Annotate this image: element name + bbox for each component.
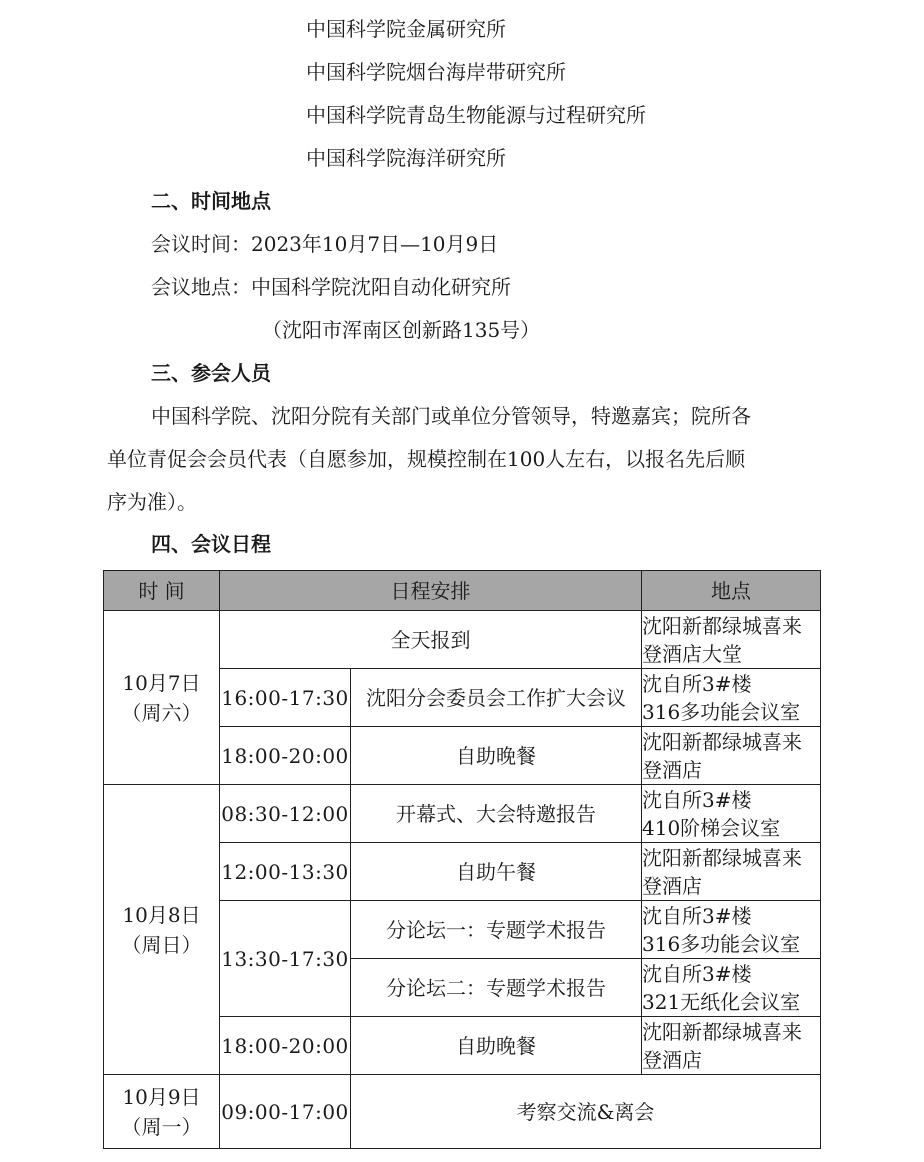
- date: 10月7日: [122, 670, 201, 695]
- location-line: 沈自所3#楼: [642, 787, 752, 812]
- weekday: （周一）: [121, 1114, 202, 1139]
- location-cell: [642, 901, 821, 959]
- header-agenda: 日程安排: [220, 571, 642, 611]
- location-cell: [642, 785, 821, 843]
- date-cell: [104, 785, 220, 1075]
- agenda-cell: 考察交流&离会: [351, 1075, 821, 1149]
- agenda-cell: 沈阳分会委员会工作扩大会议: [351, 669, 642, 727]
- location-cell: [642, 669, 821, 727]
- schedule-table: [103, 570, 821, 1149]
- location-cell: [642, 1017, 821, 1075]
- location-line: 登酒店大堂: [642, 641, 742, 666]
- table-row: [104, 1075, 821, 1149]
- agenda-cell: 分论坛一：专题学术报告: [351, 901, 642, 959]
- time-cell: 13:30-17:30: [220, 901, 351, 1017]
- institute-item: 中国科学院海洋研究所: [306, 146, 506, 170]
- location-line: 316多功能会议室: [642, 699, 801, 724]
- agenda-cell: 分论坛二：专题学术报告: [351, 959, 642, 1017]
- meeting-address: （沈阳市浑南区创新路135号）: [262, 318, 541, 342]
- header-time: 时 间: [104, 571, 220, 611]
- date: 10月9日: [122, 1084, 201, 1109]
- meeting-time: 会议时间：2023年10月7日—10月9日: [151, 232, 499, 256]
- section-heading-schedule: 四、会议日程: [151, 532, 271, 556]
- attendees-paragraph-line: 中国科学院、沈阳分院有关部门或单位分管领导，特邀嘉宾；院所各: [151, 404, 751, 428]
- location-line: 沈阳新都绿城喜来: [642, 1019, 802, 1044]
- date-cell: [104, 611, 220, 785]
- attendees-paragraph-line: 序为准）。: [107, 490, 197, 514]
- location-cell: [642, 611, 821, 669]
- institute-item: 中国科学院青岛生物能源与过程研究所: [306, 103, 646, 127]
- location-line: 沈阳新都绿城喜来: [642, 729, 802, 754]
- meeting-place: 会议地点：中国科学院沈阳自动化研究所: [151, 275, 511, 299]
- location-line: 410阶梯会议室: [642, 815, 781, 840]
- agenda-cell: 自助晚餐: [351, 1017, 642, 1075]
- time-cell: 12:00-13:30: [220, 843, 351, 901]
- institute-item: 中国科学院烟台海岸带研究所: [306, 60, 566, 84]
- time-cell: 18:00-20:00: [220, 727, 351, 785]
- table-row: [104, 611, 821, 669]
- location-cell: [642, 727, 821, 785]
- location-line: 沈阳新都绿城喜来: [642, 613, 802, 638]
- location-line: 321无纸化会议室: [642, 989, 801, 1014]
- time-cell: 18:00-20:00: [220, 1017, 351, 1075]
- agenda-cell: 全天报到: [220, 611, 642, 669]
- location-line: 沈自所3#楼: [642, 961, 752, 986]
- attendees-paragraph-line: 单位青促会会员代表（自愿参加，规模控制在100人左右，以报名先后顺: [107, 447, 746, 471]
- date-cell: [104, 1075, 220, 1149]
- location-line: 沈阳新都绿城喜来: [642, 845, 802, 870]
- time-cell: 09:00-17:00: [220, 1075, 351, 1149]
- section-heading-time-place: 二、时间地点: [151, 189, 271, 213]
- time-cell: 08:30-12:00: [220, 785, 351, 843]
- table-row: [104, 785, 821, 843]
- location-line: 登酒店: [642, 873, 702, 898]
- agenda-cell: 开幕式、大会特邀报告: [351, 785, 642, 843]
- agenda-cell: 自助午餐: [351, 843, 642, 901]
- date: 10月8日: [122, 902, 201, 927]
- location-cell: [642, 959, 821, 1017]
- institute-item: 中国科学院金属研究所: [306, 17, 506, 41]
- agenda-cell: 自助晚餐: [351, 727, 642, 785]
- location-line: 沈自所3#楼: [642, 903, 752, 928]
- location-line: 沈自所3#楼: [642, 671, 752, 696]
- table-header-row: [104, 571, 821, 611]
- weekday: （周六）: [121, 700, 202, 725]
- time-cell: 16:00-17:30: [220, 669, 351, 727]
- location-line: 316多功能会议室: [642, 931, 801, 956]
- location-line: 登酒店: [642, 1047, 702, 1072]
- section-heading-attendees: 三、参会人员: [151, 361, 271, 385]
- weekday: （周日）: [121, 932, 202, 957]
- location-cell: [642, 843, 821, 901]
- location-line: 登酒店: [642, 757, 702, 782]
- header-location: 地点: [642, 571, 821, 611]
